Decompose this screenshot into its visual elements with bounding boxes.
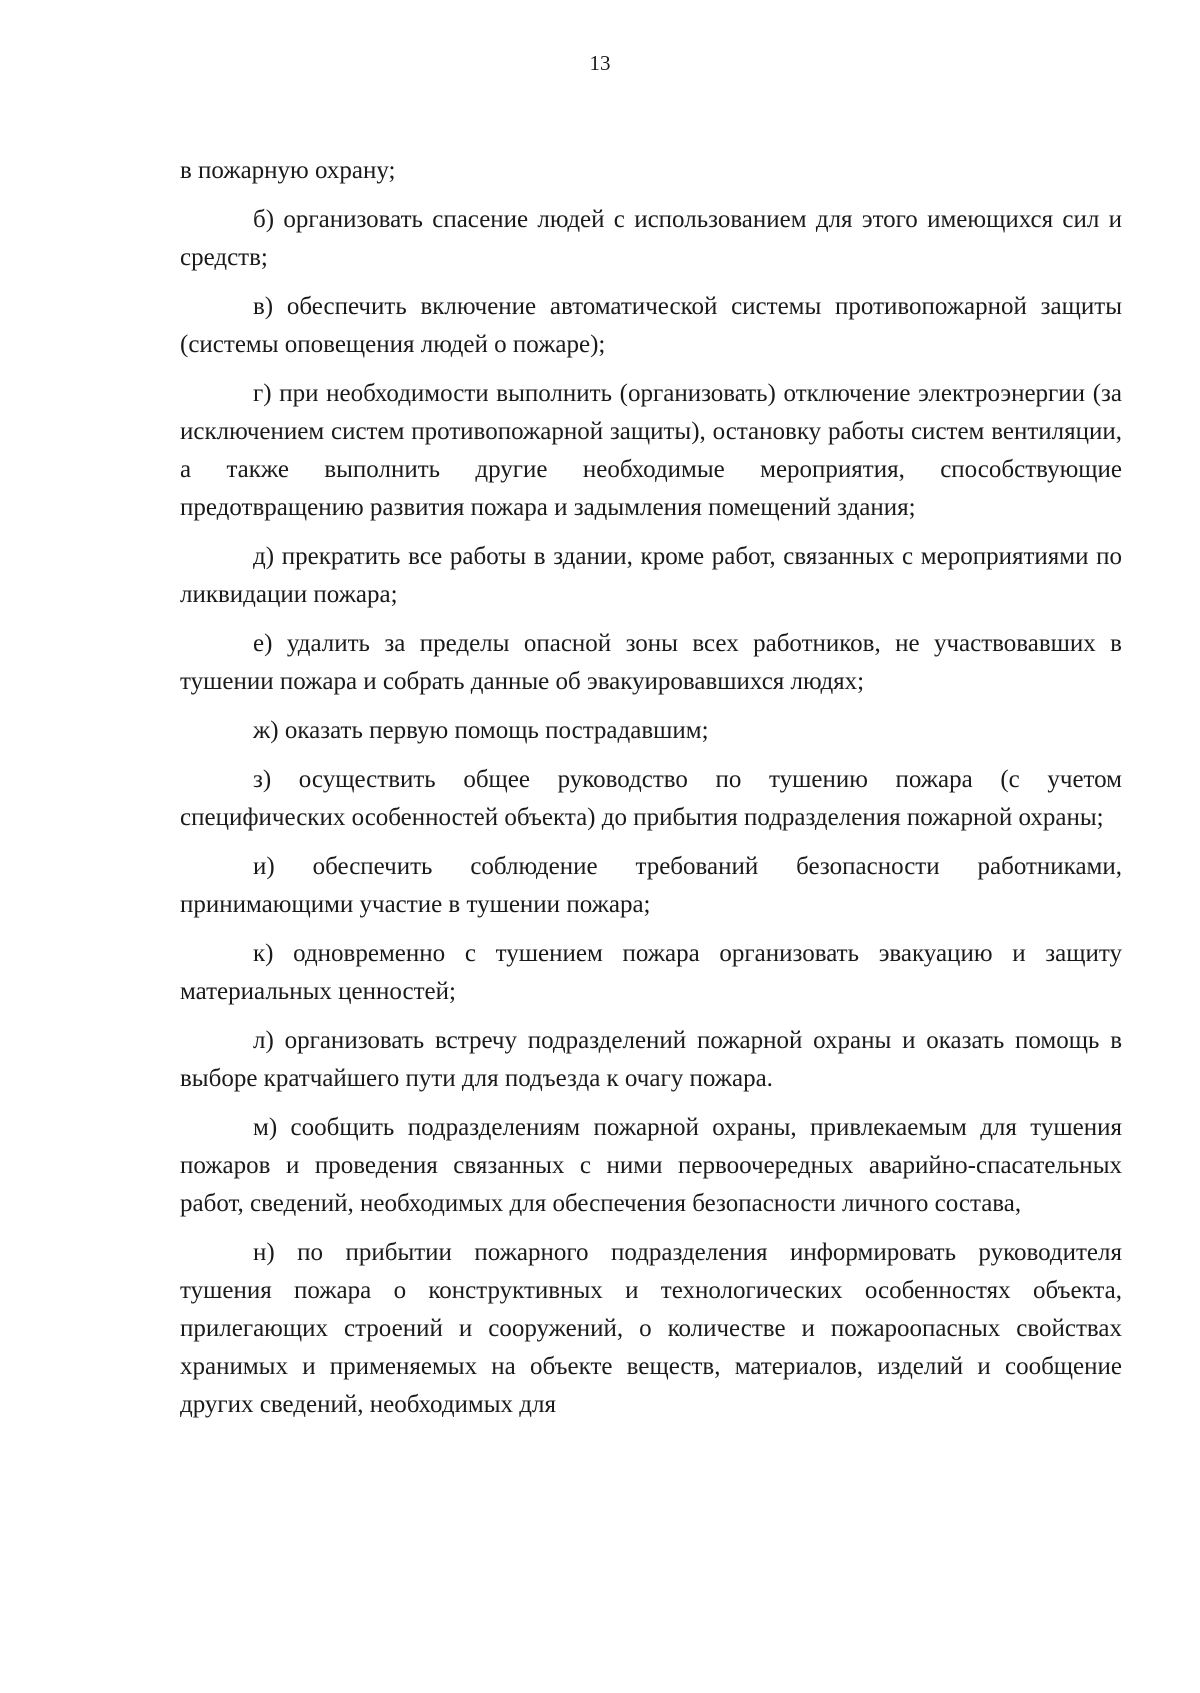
paragraph-continuation: в пожарную охрану; [180,157,396,184]
paragraph-item-b: б) организовать спасение людей с использованием для этого имеющихся сил и средств; [180,206,1122,271]
document-body [180,152,1122,1435]
paragraph-item-e: е) удалить за пределы опасной зоны всех работников, не участвовавших в тушении пожара и собрать данные об эвакуировавшихся людях; [180,630,1122,695]
paragraph-item-m: м) сообщить подразделениям пожарной охраны, привлекаемым для тушения пожаров и проведения связанных с ними первоочередных аварийно-спасательных работ, сведений, необходимых для обеспечения безопасности личного состава, [180,1114,1122,1217]
paragraph-item-v: в) обеспечить включение автоматической системы противопожарной защиты (системы оповещения людей о пожаре); [180,293,1122,358]
paragraph-item-d: д) прекратить все работы в здании, кроме работ, связанных с мероприятиями по ликвидации пожара; [180,543,1122,608]
paragraph-item-g: г) при необходимости выполнить (организовать) отключение электроэнергии (за исключением систем противопожарной защиты), остановку работы систем вентиляции, а также выполнить другие необходимые мероприятия, способствующие предотвращению развития пожара и задымления помещений здания; [180,380,1122,521]
page-number: 13 [589,51,611,75]
paragraph-item-z: з) осуществить общее руководство по тушению пожара (с учетом специфических особенностей объекта) до прибытия подразделения пожарной охраны; [180,766,1122,831]
paragraph-item-k: к) одновременно с тушением пожара организовать эвакуацию и защиту материальных ценностей; [180,940,1122,1005]
paragraph-item-n: н) по прибытии пожарного подразделения информировать руководителя тушения пожара о конструктивных и технологических особенностях объекта, прилегающих строений и сооружений, о количестве и пожароопасных свойствах хранимых и применяемых на объекте веществ, материалов, изделий и сообщение других сведений, необходимых для [180,1239,1122,1418]
paragraph-item-l: л) организовать встречу подразделений пожарной охраны и оказать помощь в выборе кратчайшего пути для подъезда к очагу пожара. [180,1027,1122,1092]
paragraph-item-zh: ж) оказать первую помощь пострадавшим; [253,717,709,744]
paragraph-item-i: и) обеспечить соблюдение требований безопасности работниками, принимающими участие в тушении пожара; [180,853,1122,918]
